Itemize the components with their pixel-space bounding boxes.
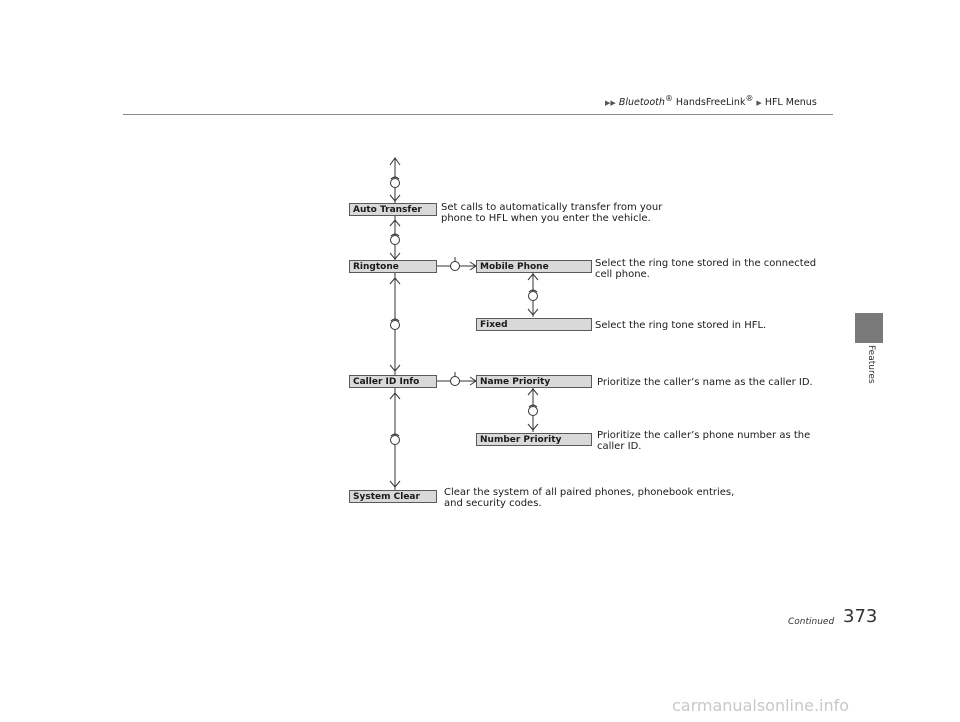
press-knob-icon bbox=[451, 257, 460, 386]
triangle-icon: ▶▶ bbox=[605, 99, 616, 108]
breadcrumb: ▶▶ Bluetooth® HandsFreeLink® ▶ HFL Menus bbox=[605, 94, 817, 109]
page-number: 373 bbox=[843, 606, 878, 627]
fixed-desc: Select the ring tone stored in HFL. bbox=[595, 320, 767, 331]
caller-id-info-box: Caller ID Info bbox=[349, 375, 437, 388]
system-clear-desc: Clear the system of all paired phones, phonebook entries, and security codes. bbox=[444, 487, 735, 509]
section-label: Features bbox=[866, 345, 876, 384]
number-priority-box: Number Priority bbox=[476, 433, 592, 446]
ringtone-box: Ringtone bbox=[349, 260, 437, 273]
name-priority-desc: Prioritize the caller’s name as the caller ID. bbox=[597, 377, 813, 388]
fixed-box: Fixed bbox=[476, 318, 592, 331]
continued-label: Continued bbox=[788, 617, 835, 627]
number-priority-desc: Prioritize the caller’s phone number as the caller ID. bbox=[597, 430, 811, 452]
breadcrumb-bluetooth: Bluetooth bbox=[618, 97, 665, 109]
mobile-phone-desc: Select the ring tone stored in the connected cell phone. bbox=[595, 258, 817, 280]
breadcrumb-hfl-menus: HFL Menus bbox=[764, 97, 817, 109]
breadcrumb-hfl: HandsFreeLink bbox=[675, 97, 746, 109]
system-clear-box: System Clear bbox=[349, 490, 437, 503]
auto-transfer-box: Auto Transfer bbox=[349, 203, 437, 216]
watermark: carmanualsonline.info bbox=[672, 696, 850, 715]
triangle-icon: ▶ bbox=[756, 99, 762, 108]
auto-transfer-desc: Set calls to automatically transfer from your phone to HFL when you enter the vehicle. bbox=[441, 202, 663, 224]
mobile-phone-box: Mobile Phone bbox=[476, 260, 592, 273]
name-priority-box: Name Priority bbox=[476, 375, 592, 388]
